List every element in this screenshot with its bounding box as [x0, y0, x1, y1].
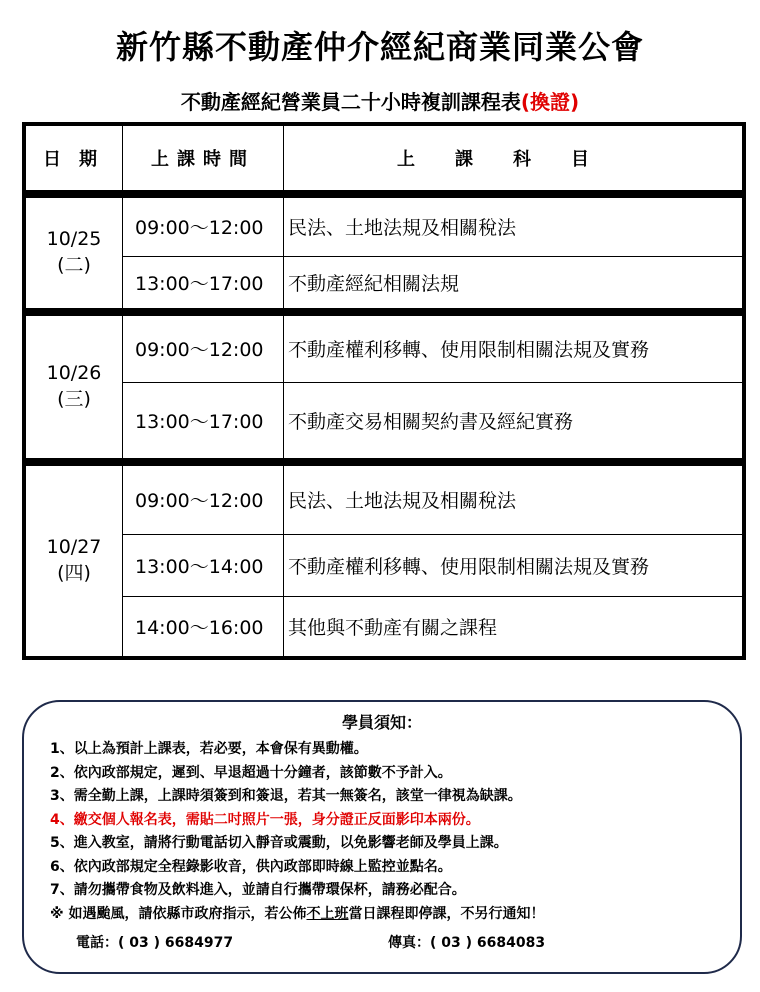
day-cell: [24, 196, 123, 310]
day-weekday: (四): [57, 562, 91, 584]
page-subtitle: [0, 86, 760, 115]
session-time: 14:00～16:00: [123, 596, 284, 658]
subtitle-highlight: (換證): [520, 90, 580, 114]
schedule-table: [22, 122, 746, 660]
notice-item: 7、請勿攜帶食物及飲料進入，並請自行攜帶環保杯，請務必配合。: [50, 882, 466, 898]
typhoon-underlined: 不上班: [306, 905, 349, 922]
table-row: [24, 256, 744, 310]
notice-item: 6、依內政部規定全程錄影收音，供內政部即時線上監控並點名。: [50, 858, 452, 875]
contact-phone: 電話：( 03 ) 6684977: [76, 935, 234, 951]
day-cell: [24, 464, 123, 658]
session-subject: 民法、土地法規及相關稅法: [284, 464, 745, 534]
notice-item: 2、依內政部規定，遲到、早退超過十分鐘者，該節數不予計入。: [50, 764, 452, 781]
header-time: 上課時間: [123, 124, 284, 192]
session-subject: 民法、土地法規及相關稅法: [284, 196, 745, 256]
notice-list: [50, 738, 544, 926]
session-time: 13:00～14:00: [123, 534, 284, 596]
session-time: 09:00～12:00: [123, 314, 284, 382]
session-subject: 不動產權利移轉、使用限制相關法規及實務: [284, 534, 745, 596]
session-time: 13:00～17:00: [123, 382, 284, 460]
typhoon-after: 當日課程即停課，不另行通知！: [348, 905, 545, 922]
notice-item: 1、以上為預計上課表，若必要，本會保有異動權。: [50, 741, 368, 757]
table-row: [24, 464, 744, 534]
table-row: [24, 596, 744, 658]
header-subject: 上課科目: [284, 124, 745, 192]
table-row: [24, 534, 744, 596]
table-row: [24, 314, 744, 382]
session-time: 09:00～12:00: [123, 464, 284, 534]
notice-item: 5、進入教室，請將行動電話切入靜音或震動，以免影響老師及學員上課。: [50, 835, 508, 851]
header-date: 日期: [24, 124, 123, 192]
day-weekday: (三): [57, 388, 91, 410]
typhoon-before: ※ 如遇颱風，請依縣市政府指示，若公佈: [50, 905, 307, 922]
table-row: [24, 382, 744, 460]
day-date: 10/26: [46, 362, 102, 385]
contact-fax: 傳真：( 03 ) 6684083: [388, 935, 546, 951]
session-time: 09:00～12:00: [123, 196, 284, 256]
notice-item-highlight: 4、繳交個人報名表，需貼二吋照片一張，身分證正反面影印本兩份。: [50, 811, 480, 828]
day-weekday: (二): [57, 254, 91, 276]
table-header-row: [24, 124, 744, 192]
table-row: [24, 196, 744, 256]
session-subject: 不動產權利移轉、使用限制相關法規及實務: [284, 314, 745, 382]
day-cell: [24, 314, 123, 460]
session-subject: 不動產經紀相關法規: [284, 256, 745, 310]
session-time: 13:00～17:00: [123, 256, 284, 310]
notice-item: 3、需全勤上課，上課時須簽到和簽退，若其一無簽名，該堂一律視為缺課。: [50, 788, 522, 804]
session-subject: 其他與不動產有關之課程: [284, 596, 745, 658]
notice-title: 學員須知：: [341, 713, 422, 732]
page-title: 新竹縣不動產仲介經紀商業同業公會: [115, 28, 644, 66]
session-subject: 不動產交易相關契約書及經紀實務: [284, 382, 745, 460]
subtitle-main: 不動產經紀營業員二十小時複訓課程表: [180, 90, 521, 114]
day-date: 10/25: [46, 228, 102, 251]
notice-box: [22, 700, 742, 974]
day-date: 10/27: [46, 536, 102, 559]
notice-typhoon: [50, 903, 544, 927]
